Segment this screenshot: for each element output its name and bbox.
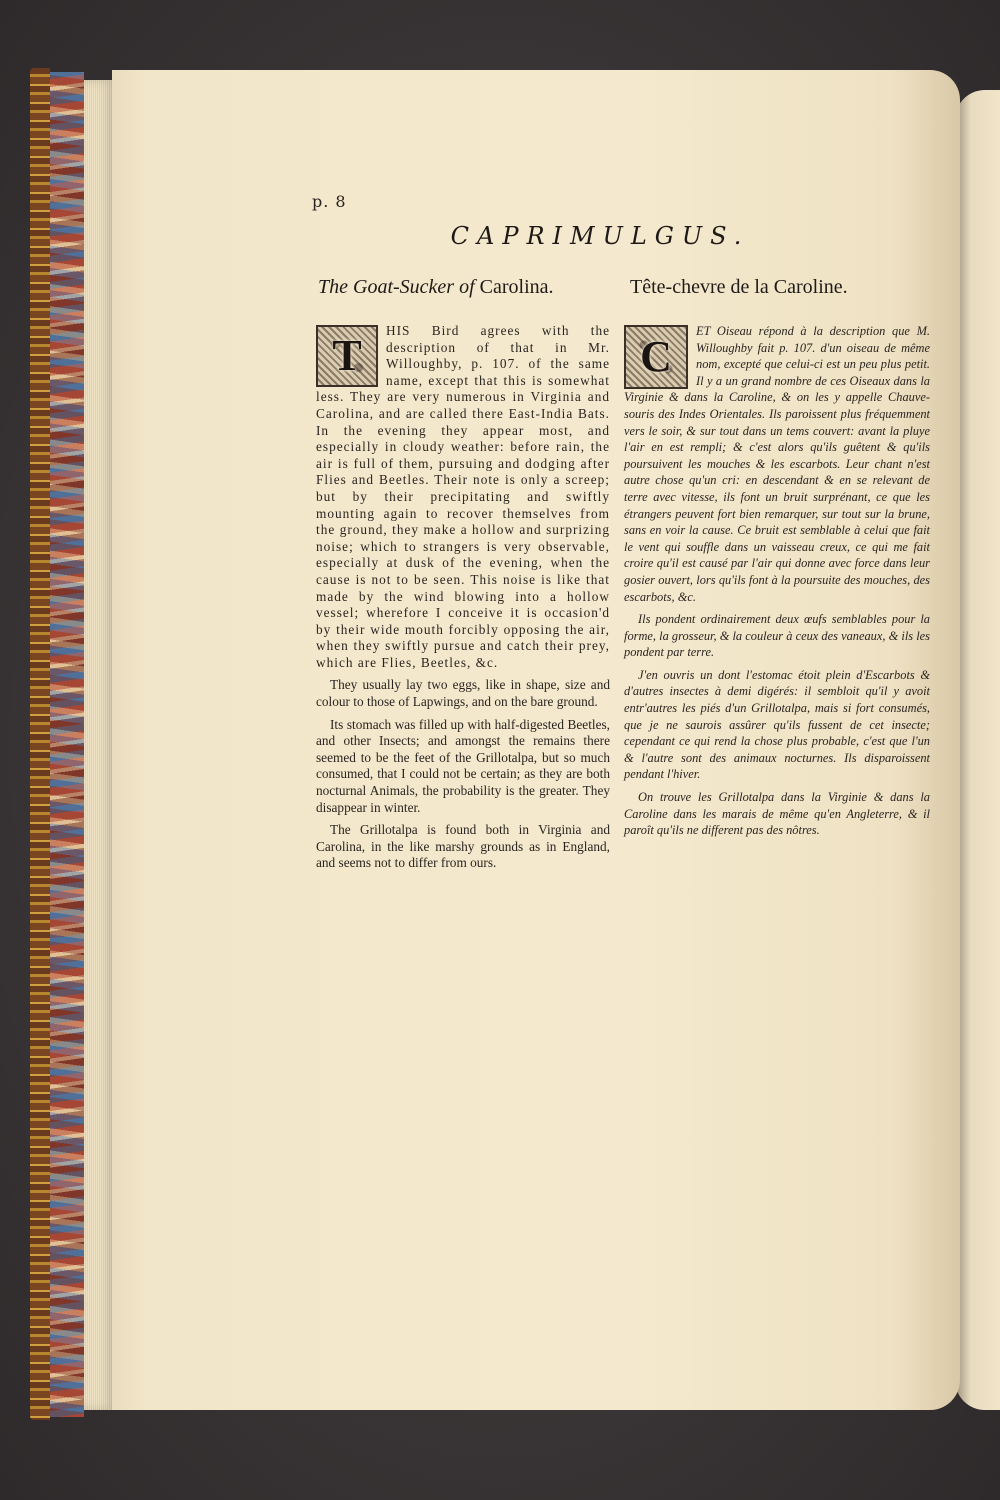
french-lead-paragraph <box>624 323 930 605</box>
english-heading-roman: Carolina. <box>479 276 554 298</box>
english-paragraph: The Grillotalpa is found both in Virginia and Carolina, in the like marshy grounds as in England, and seems not to differ from ours. <box>316 822 610 871</box>
french-paragraph: On trouve les Grillotalpa dans la Virginie & dans la Caroline dans les marais de même qu'en Angleterre, & il paroît qu'ils ne different pas des nôtres. <box>624 790 930 838</box>
section-title: CAPRIMULGUS. <box>450 222 750 250</box>
french-paragraph: Ils pondent ordinairement deux œufs semblables pour la forme, la grosseur, & la couleur à ceux des vaneaux, & ils les pondent par terre. <box>624 612 930 660</box>
english-paragraph: Its stomach was filled up with half-digested Beetles, and other Insects; and amongst the remains there seemed to be the feet of the Grillotalpa, but so much consumed, that I could not be certain; as they are both nocturnal Animals, the probability is the greater. They disappear in winter. <box>316 716 610 815</box>
decorated-initial-letter: T <box>332 330 362 380</box>
english-paragraph: They usually lay two eggs, like in shape, size and colour to those of Lapwings, and on the bare ground. <box>316 677 610 710</box>
page-stack <box>84 80 114 1410</box>
french-heading: Tête-chevre de la Caroline. <box>630 276 848 298</box>
french-column <box>624 323 930 845</box>
english-lead-paragraph <box>316 323 610 671</box>
french-paragraph: J'en ouvris un dont l'estomac étoit plein d'Escarbots & d'autres insectes à demi digérés: il sembloit qu'il y avoit entr'autres les piés d'un Grillotalpa, mais si fort consumés, que je ne saurois assûrer qu'ils fussent de cet insecte; cependant ce qui rend la chose plus probable, c'est que l'un & l'autre sont des animaux nocturnes. Ils disparoissent pendant l'hiver. <box>624 667 930 782</box>
plate-reference: p. 8 <box>312 192 347 211</box>
gilt-cover-edge <box>30 68 50 1420</box>
decorated-initial <box>316 325 378 387</box>
facing-page-edge <box>955 90 1000 1410</box>
french-lead-text: ET Oiseau répond à la description que M. Willoughby fait p. 107. d'un oiseau de même nom, excepté que celui-ci est un peu plus petit. Il y a un grand nombre de ces Oiseaux dans la Virginie & dans la Caroline, & on les y appelle Chauve-souris des Indes Orientales. Ils paroissent plus fréquemment vers le soir, & sur tout dans un tems couvert: avant la pluye l'air en est rempli; & c'est alors qu'ils guêtent & qu'ils poursuivent les mouches & les escarbots. Leur chant n'est autre chose qu'un cri: en descendant & en se relevant de terre avec vitesse, ils font un bruit surprénant, ce que les étrangers peuvent fort bien remarquer, sur tout sur la brune, sans en voir la cause. Ce bruit est semblable à celui que fait le vent qui souffle dans un vaisseau creux, ce qui me fait croire qu'il est causé par l'air qui donne avec force dans leur gosier ouvert, lors qu'ils font à la poursuite des mouches, des escarbots, &c. <box>624 324 930 604</box>
english-column <box>316 323 610 878</box>
decorated-initial <box>624 325 688 389</box>
english-lead-text: HIS Bird agrees with the description of that in Mr. Willoughby, p. 107. of the same name, except that this is somewhat less. They are very numerous in Virginia and Carolina, and are called there East-India Bats. In the evening they appear most, and especially in cloudy weather: before rain, the air is full of them, pursuing and dodging after Flies and Beetles. Their note is only a screep; but by their precipitating and swiftly mounting again to recover themselves from the ground, they make a hollow and surprizing noise; which to strangers is very observable, especially at dusk of the evening, when the cause is not to be seen. This noise is like that made by the wind blowing into a hollow vessel; wherefore I conceive it is occasion'd by their wide mouth forcibly opposing the air, when they swiftly pursue and catch their prey, which are Flies, Beetles, &c. <box>316 323 610 670</box>
english-heading <box>318 276 554 299</box>
english-heading-italic: The Goat-Sucker of <box>318 276 475 298</box>
decorated-initial-letter: C <box>640 331 672 381</box>
marbled-page-edge <box>50 72 84 1417</box>
